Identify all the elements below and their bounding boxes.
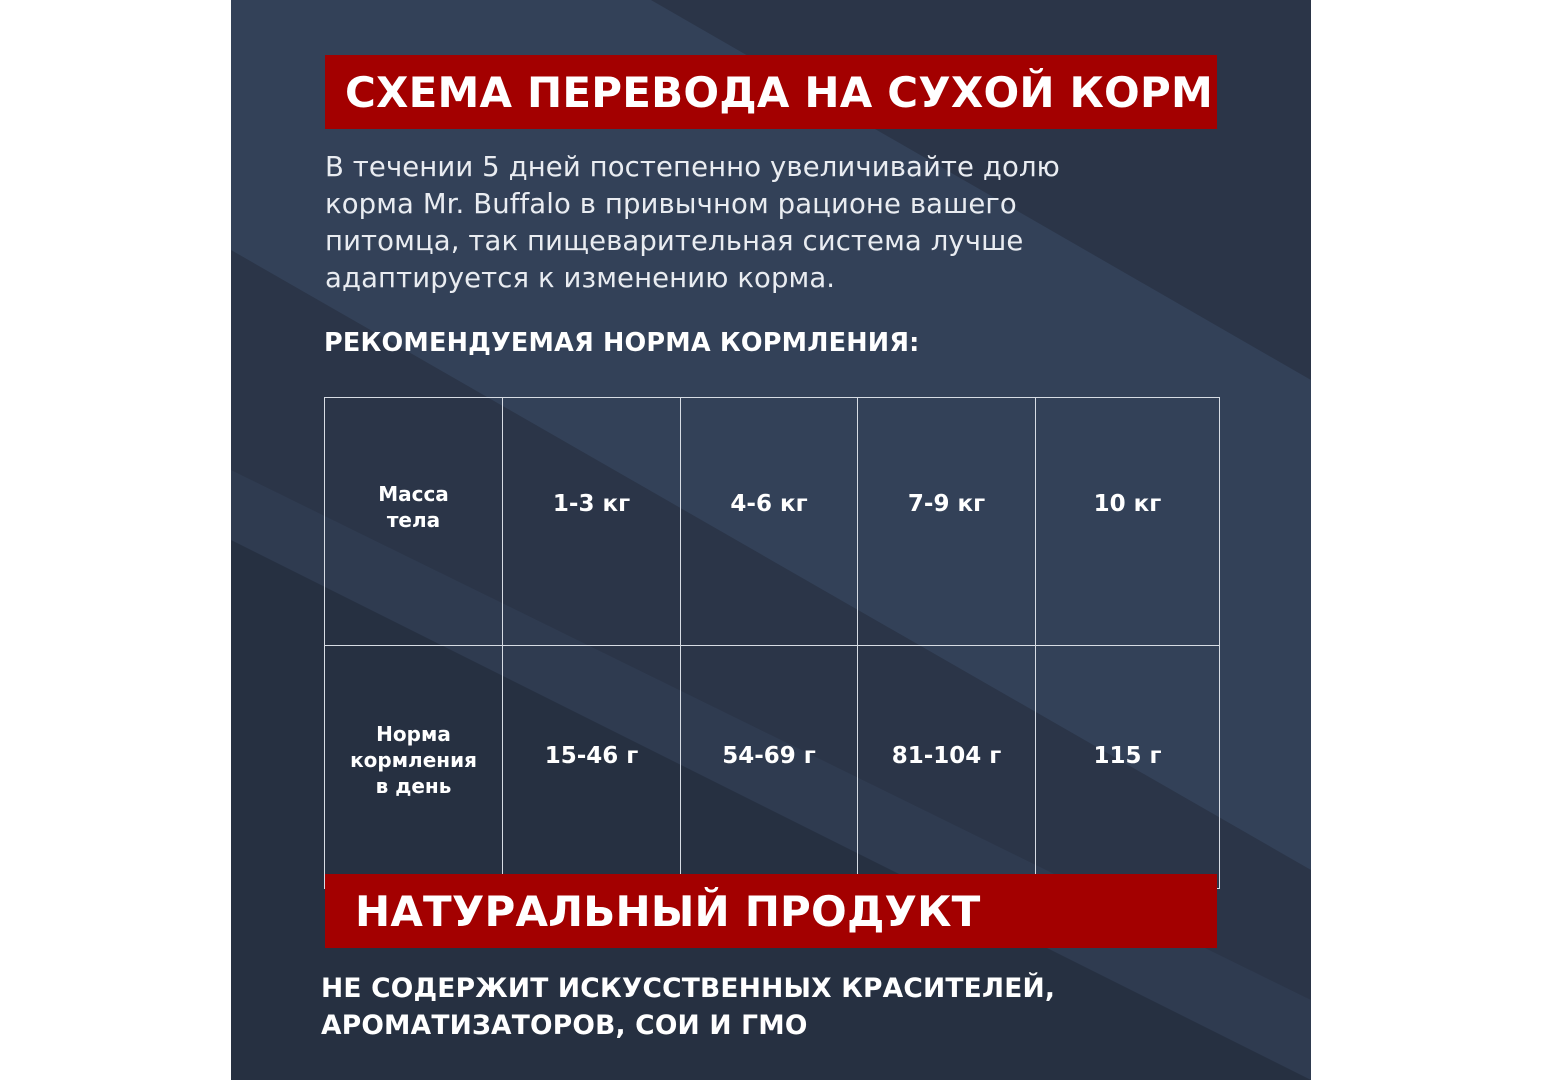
feeding-norm-heading: РЕКОМЕНДУЕМАЯ НОРМА КОРМЛЕНИЯ: bbox=[324, 328, 920, 358]
statement-line: АРОМАТИЗАТОРОВ, СОИ И ГМО bbox=[321, 1010, 808, 1041]
statement-line: НЕ СОДЕРЖИТ ИСКУССТВЕННЫХ КРАСИТЕЛЕЙ, bbox=[321, 973, 1056, 1004]
header-line: кормления bbox=[350, 748, 477, 772]
table-cell: 54-69 г bbox=[681, 646, 858, 889]
transition-scheme-banner bbox=[325, 55, 1217, 129]
natural-product-banner bbox=[325, 874, 1217, 948]
table-cell: 115 г bbox=[1036, 646, 1220, 889]
table-cell: 81-104 г bbox=[858, 646, 1036, 889]
table-cell: 4-6 кг bbox=[681, 398, 858, 646]
header-line: тела bbox=[386, 507, 441, 532]
table-row-daily-norm bbox=[325, 646, 1220, 889]
header-line: Норма bbox=[376, 722, 451, 746]
instructions-line: корма Mr. Buffalo в привычном рационе вашего bbox=[325, 188, 1017, 220]
instructions-line: В течении 5 дней постепенно увеличивайте долю bbox=[325, 151, 1060, 183]
row-header-body-weight bbox=[325, 398, 503, 646]
table-cell: 15-46 г bbox=[503, 646, 681, 889]
row-header-daily-norm bbox=[325, 646, 503, 889]
table-cell: 7-9 кг bbox=[858, 398, 1036, 646]
header-line: в день bbox=[375, 774, 452, 798]
no-additives-statement bbox=[321, 970, 1055, 1044]
instructions-line: питомца, так пищеварительная система лучше bbox=[325, 225, 1024, 257]
instructions-line: адаптируется к изменению корма. bbox=[325, 262, 836, 294]
feeding-table bbox=[324, 397, 1220, 889]
transition-scheme-title: СХЕМА ПЕРЕВОДА НА СУХОЙ КОРМ bbox=[345, 68, 1213, 117]
header-line: Масса bbox=[378, 481, 449, 506]
natural-product-title: НАТУРАЛЬНЫЙ ПРОДУКТ bbox=[355, 887, 981, 936]
table-cell: 1-3 кг bbox=[503, 398, 681, 646]
table-cell: 10 кг bbox=[1036, 398, 1220, 646]
table-row-body-weight bbox=[325, 398, 1220, 646]
transition-instructions bbox=[325, 149, 1225, 297]
info-card bbox=[231, 0, 1311, 1080]
